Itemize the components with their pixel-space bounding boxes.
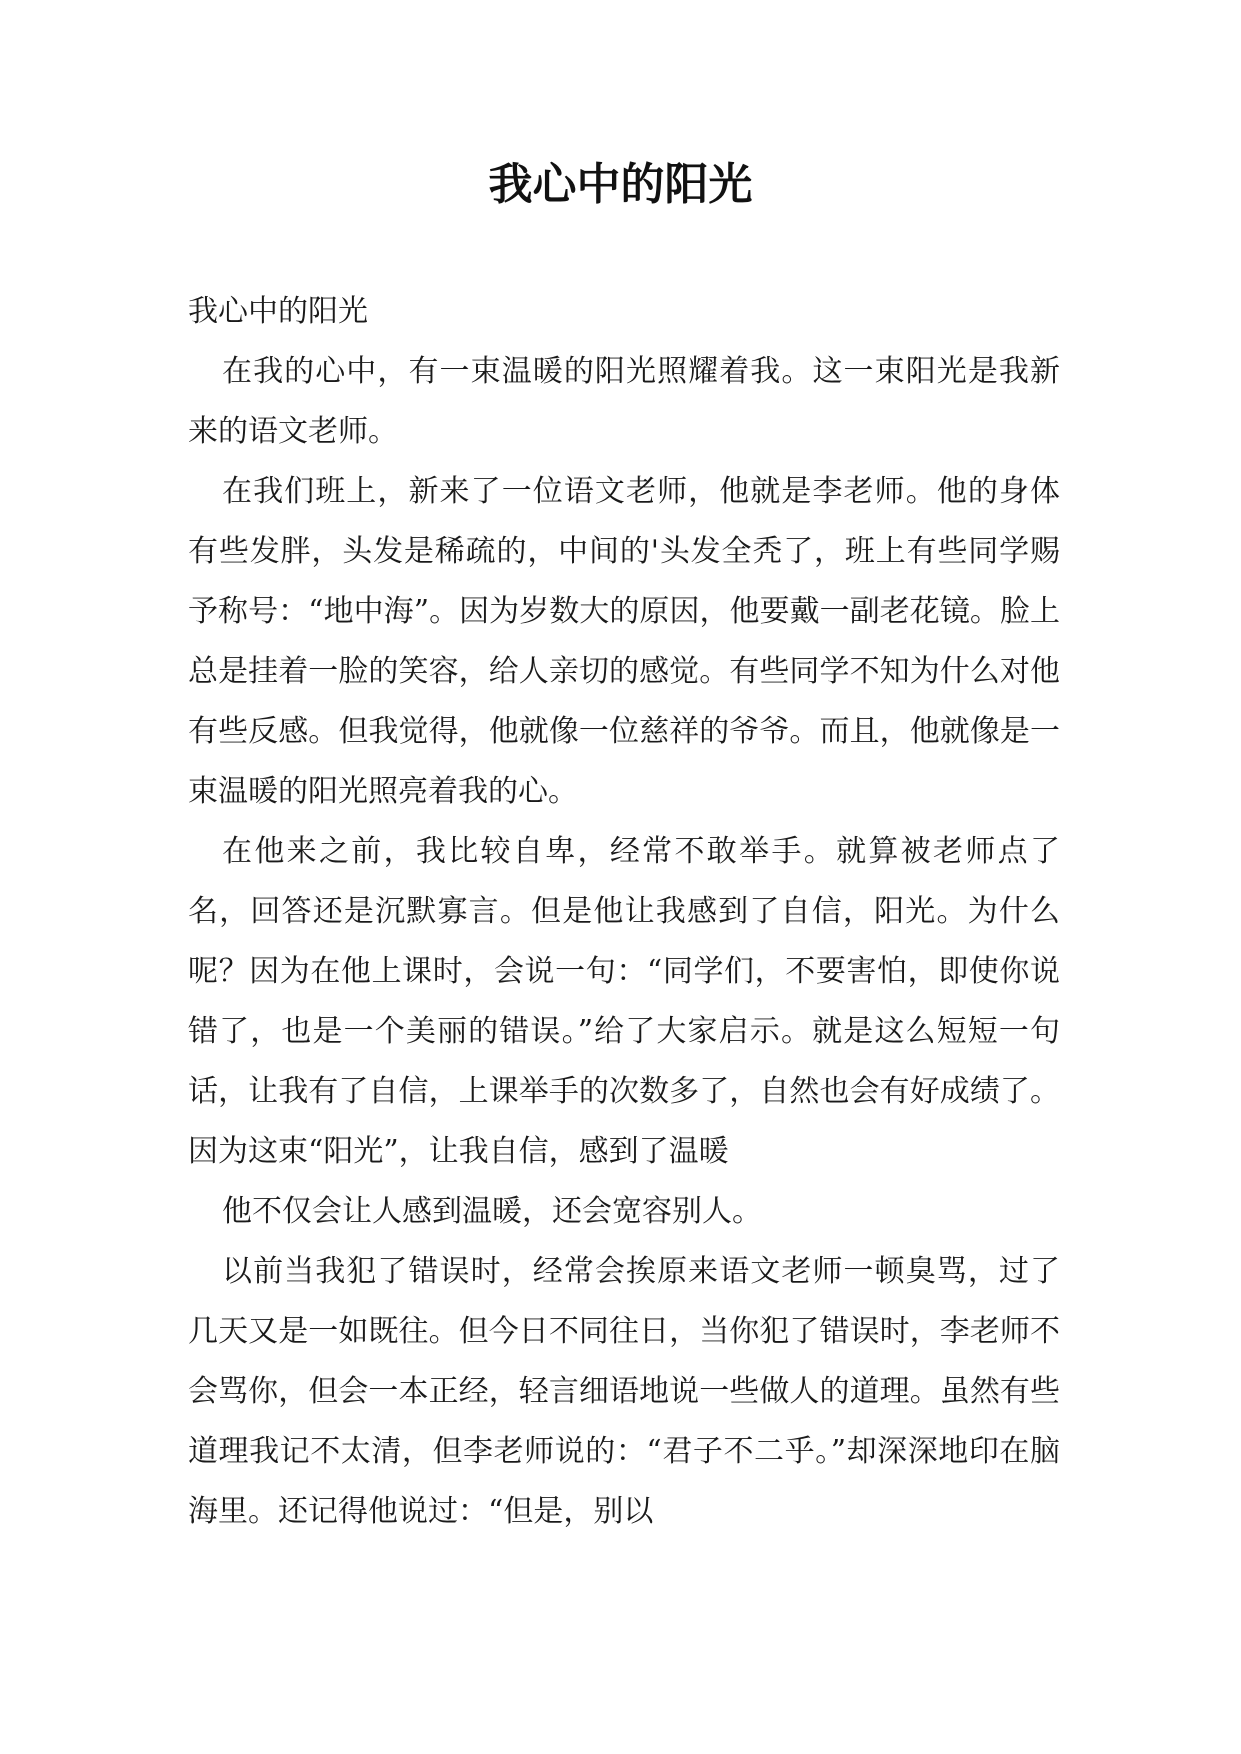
paragraph: 他不仅会让人感到温暖，还会宽容别人。 <box>222 1194 762 1229</box>
page-title: 我心中的阳光 <box>488 159 753 210</box>
article-body <box>188 282 1060 1542</box>
paragraph: 在我的心中，有一束温暖的阳光照耀着我。这一束阳光是我新来的语文老师。 <box>188 354 1060 449</box>
paragraph: 以前当我犯了错误时，经常会挨原来语文老师一顿臭骂，过了几天又是一如既往。但今日不同往日，当你犯了错误时，李老师不会骂你，但会一本正经，轻言细语地说一些做人的道理。虽然有些道理我记不太清，但李老师说的：“君子不二乎。”却深深地印在脑海里。还记得他说过：“但是，别以 <box>188 1254 1060 1529</box>
paragraph: 在我们班上，新来了一位语文老师，他就是李老师。他的身体有些发胖，头发是稀疏的，中间的'头发全秃了，班上有些同学赐予称号：“地中海”。因为岁数大的原因，他要戴一副老花镜。脸上总是挂着一脸的笑容，给人亲切的感觉。有些同学不知为什么对他有些反感。但我觉得，他就像一位慈祥的爷爷。而且，他就像是一束温暖的阳光照亮着我的心。 <box>188 474 1060 809</box>
paragraph: 在他来之前，我比较自卑，经常不敢举手。就算被老师点了名，回答还是沉默寡言。但是他让我感到了自信，阳光。为什么呢？因为在他上课时，会说一句：“同学们，不要害怕，即使你说错了，也是一个美丽的错误。”给了大家启示。就是这么短短一句话，让我有了自信，上课举手的次数多了，自然也会有好成绩了。因为这束“阳光”，让我自信，感到了温暖 <box>188 834 1060 1169</box>
article-heading-line: 我心中的阳光 <box>188 294 368 329</box>
